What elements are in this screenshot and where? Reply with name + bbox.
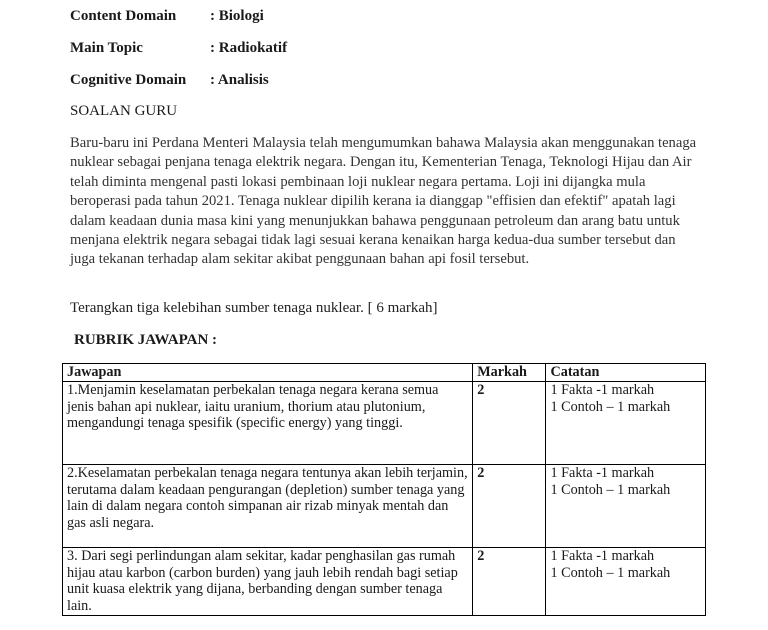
note-cell xyxy=(546,464,706,547)
header-markah: Markah xyxy=(473,364,546,382)
content-domain-label: Content Domain xyxy=(70,8,177,24)
cognitive-domain-row xyxy=(70,72,269,89)
cognitive-domain-value: : Analisis xyxy=(210,72,269,88)
main-topic-row xyxy=(70,40,287,57)
answer-cell: 2.Keselamatan perbekalan tenaga negara tentunya akan lebih terjamin, terutama dalam keadaan pengurangan (depletion) sumber tenaga yang lain di dalam negara contoh simpanan air rizab minyak mentah dan gas asli negara. xyxy=(63,464,473,547)
mark-cell: 2 xyxy=(473,464,546,547)
content-domain-row xyxy=(70,8,264,25)
note-line: 1 Contoh – 1 markah xyxy=(550,481,671,498)
mark-cell: 2 xyxy=(473,547,546,615)
note-cell xyxy=(546,381,706,464)
note-line: 1 Contoh – 1 markah xyxy=(550,564,671,581)
rubric-table xyxy=(62,363,706,616)
table-row xyxy=(63,464,706,547)
header-catatan: Catatan xyxy=(546,364,706,382)
table-row xyxy=(63,381,706,464)
main-topic-value: : Radiokatif xyxy=(210,40,288,56)
header-jawapan: Jawapan xyxy=(63,364,473,382)
note-cell xyxy=(546,547,706,615)
main-topic-label: Main Topic xyxy=(70,40,143,56)
answer-cell: 3. Dari segi perlindungan alam sekitar, kadar penghasilan gas rumah hijau atau karbon (carbon burden) yang jauh lebih rendah bagi setiap unit kuasa elektrik yang dijana, berbanding dengan sumber tenaga lain. xyxy=(63,547,473,615)
note-line: 1 Fakta -1 markah xyxy=(550,381,655,398)
question-text: Terangkan tiga kelebihan sumber tenaga nuklear. [ 6 markah] xyxy=(70,300,438,316)
answer-cell: 1.Menjamin keselamatan perbekalan tenaga negara kerana semua jenis bahan api nuklear, iaitu uranium, thorium atau plutonium, mengandungi tenaga spesifik (specific energy) yang tinggi. xyxy=(63,381,473,464)
mark-cell: 2 xyxy=(473,381,546,464)
note-line: 1 Contoh – 1 markah xyxy=(550,398,671,415)
content-domain-value: : Biologi xyxy=(210,8,264,24)
note-line: 1 Fakta -1 markah xyxy=(550,464,655,481)
rubric-header-row xyxy=(63,364,706,382)
rubric-title: RUBRIK JAWAPAN : xyxy=(74,332,218,348)
cognitive-domain-label: Cognitive Domain xyxy=(70,72,187,88)
question-paragraph: Baru-baru ini Perdana Menteri Malaysia telah mengumumkan bahawa Malaysia akan menggunakan tenaga nuklear sebagai penjana tenaga elektrik negara. Dengan itu, Kementerian Tenaga, Teknologi Hijau dan Air telah diminta mengenal pasti lokasi pembinaan loji nuklear negara pertama. Loji ini dijangka mula beroperasi pada tahun 2021. Tenaga nuklear dipilih kerana ia dianggap "effisien dan efektif" apatah lagi dalam keadaan dunia masa kini yang menunjukkan bahawa penggunaan petroleum dan arang batu untuk menjana elektrik negara sebagai tidak lagi sesuai kerana kenaikan harga kedua-dua sumber tersebut dan juga tekanan terhadap alam sekitar akibat penggunaan bahan api fosil tersebut. xyxy=(70,135,697,268)
section-title: SOALAN GURU xyxy=(70,103,178,119)
note-line: 1 Fakta -1 markah xyxy=(550,547,655,564)
table-row xyxy=(63,547,706,615)
